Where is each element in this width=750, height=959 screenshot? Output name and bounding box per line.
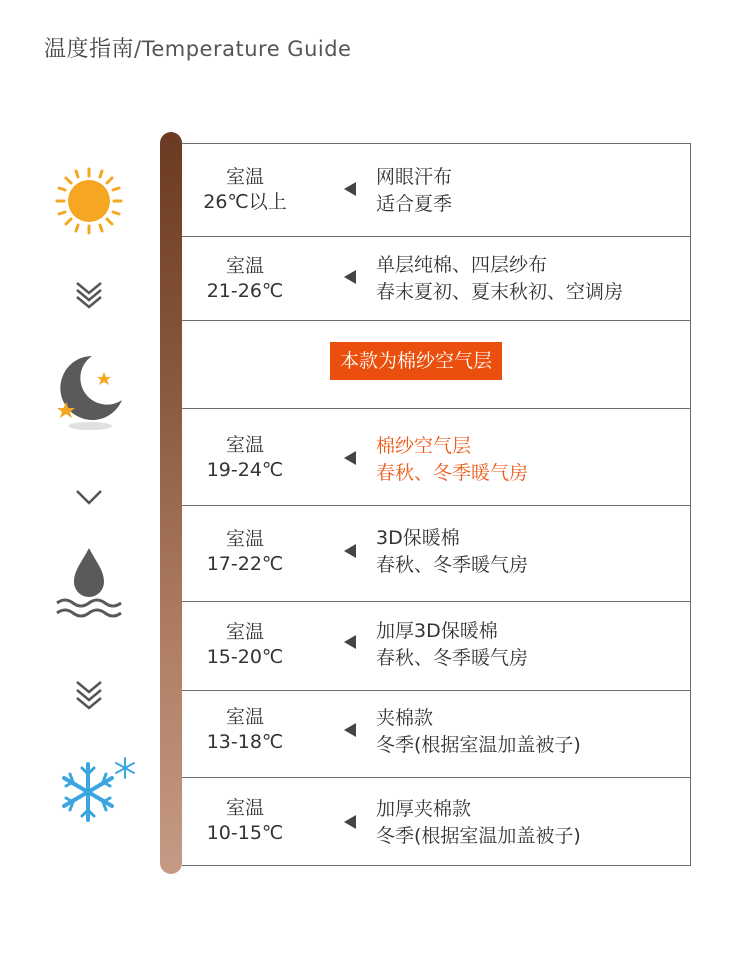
season-note: 适合夏季 — [376, 193, 453, 215]
arrow-left-icon — [344, 451, 356, 465]
season-note: 春秋、冬季暖气房 — [376, 554, 529, 576]
fabric-name: 单层纯棉、四层纱布 — [376, 254, 548, 276]
table-row — [182, 602, 690, 691]
product-badge: 本款为棉纱空气层 — [330, 342, 502, 380]
arrow-left-icon — [344, 270, 356, 284]
arrow-left-icon — [344, 723, 356, 737]
water-drop-icon — [54, 546, 124, 620]
temp-range: 13-18℃ — [206, 731, 284, 753]
arrow-left-icon — [344, 635, 356, 649]
temp-range: 19-24℃ — [206, 459, 284, 481]
table-row — [182, 506, 690, 602]
fabric-name: 3D保暖棉 — [376, 527, 460, 549]
table-row — [182, 778, 690, 866]
temp-label: 室温 — [225, 621, 264, 643]
temp-label: 室温 — [225, 797, 264, 819]
table-row — [182, 144, 690, 237]
temperature-table — [182, 143, 691, 866]
desc-cell — [376, 796, 581, 850]
table-row — [182, 237, 690, 321]
temp-label: 室温 — [225, 706, 264, 728]
temp-label: 室温 — [225, 434, 264, 456]
arrow-left-icon — [344, 182, 356, 196]
moon-stars-icon — [52, 352, 128, 436]
page-title — [44, 32, 351, 63]
temp-label: 室温 — [225, 166, 264, 188]
temp-cell — [182, 433, 308, 483]
fabric-name: 网眼汗布 — [376, 166, 453, 188]
desc-cell — [376, 433, 528, 487]
temp-cell — [182, 527, 308, 577]
temp-range: 26℃以上 — [203, 191, 287, 213]
temp-cell — [182, 165, 308, 215]
temp-range: 15-20℃ — [206, 646, 284, 668]
temp-range: 17-22℃ — [206, 553, 284, 575]
temp-label: 室温 — [225, 528, 264, 550]
arrow-left-icon — [344, 544, 356, 558]
temperature-gradient-bar — [160, 132, 182, 874]
temp-range: 21-26℃ — [206, 280, 284, 302]
triple-chevron-down-icon — [74, 678, 104, 712]
temp-cell — [182, 796, 308, 846]
badge-row — [182, 321, 690, 409]
arrow-left-icon — [344, 815, 356, 829]
desc-cell — [376, 705, 581, 759]
temp-cell — [182, 254, 308, 304]
season-note: 春秋、冬季暖气房 — [376, 647, 529, 669]
season-note: 冬季(根据室温加盖被子) — [376, 825, 581, 847]
desc-cell — [376, 525, 528, 579]
desc-cell — [376, 252, 623, 306]
season-note: 冬季(根据室温加盖被子) — [376, 734, 581, 756]
fabric-name: 加厚夹棉款 — [376, 798, 472, 820]
desc-cell — [376, 618, 528, 672]
temp-cell — [182, 705, 308, 755]
chevron-down-icon — [74, 487, 104, 509]
fabric-name: 棉纱空气层 — [376, 435, 472, 457]
temp-range: 10-15℃ — [206, 822, 284, 844]
temp-cell — [182, 620, 308, 670]
season-note: 春秋、冬季暖气房 — [376, 462, 529, 484]
triple-chevron-down-icon — [74, 279, 104, 309]
title-cn: 温度指南 — [44, 37, 135, 62]
table-row — [182, 409, 690, 506]
desc-cell — [376, 164, 452, 218]
fabric-name: 加厚3D保暖棉 — [376, 620, 498, 642]
table-row — [182, 691, 690, 778]
title-en: /Temperature Guide — [134, 37, 352, 61]
fabric-name: 夹棉款 — [376, 707, 434, 729]
sun-icon — [54, 166, 124, 236]
snowflake-icon — [54, 756, 138, 826]
temp-label: 室温 — [225, 255, 264, 277]
season-note: 春末夏初、夏末秋初、空调房 — [376, 281, 624, 303]
